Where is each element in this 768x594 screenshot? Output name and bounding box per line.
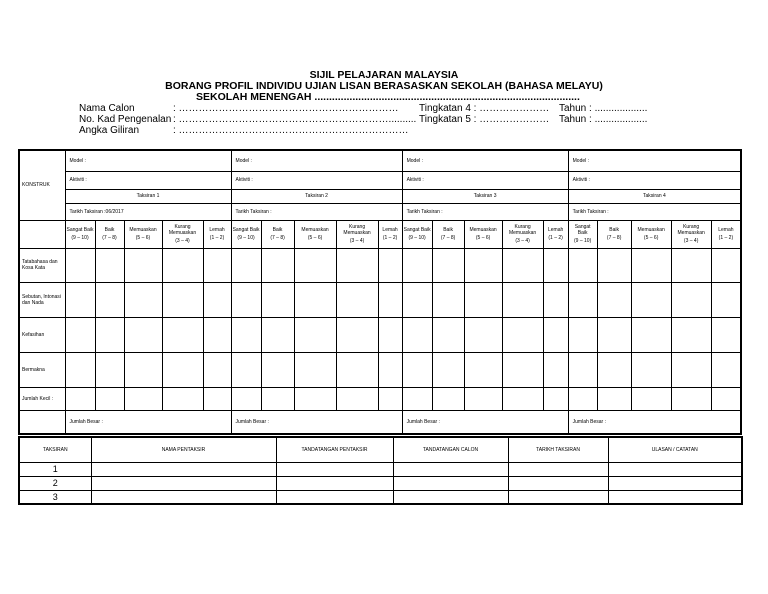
criteria-row-bermakna xyxy=(19,352,741,387)
scale-memuaskan-header xyxy=(631,220,671,248)
scale-kurang-memuaskan-header xyxy=(162,220,203,248)
score-cell[interactable] xyxy=(671,317,711,352)
score-cell[interactable] xyxy=(336,317,378,352)
criteria-label: Tatabahasa dan Kosa Kata xyxy=(19,248,65,282)
scale-range: (3 – 4) xyxy=(175,238,190,244)
score-cell[interactable] xyxy=(378,282,402,317)
scale-label: Baik xyxy=(272,227,283,233)
scale-kurang-memuaskan-header xyxy=(336,220,378,248)
score-cell[interactable] xyxy=(568,282,597,317)
score-cell[interactable] xyxy=(203,387,231,410)
score-cell[interactable] xyxy=(261,387,294,410)
score-cell[interactable] xyxy=(231,248,261,282)
sig-header-ulasan: ULASAN / CATATAN xyxy=(608,437,742,462)
scale-range: (7 – 8) xyxy=(270,235,285,241)
scale-memuaskan-header xyxy=(464,220,502,248)
score-cell[interactable] xyxy=(464,352,502,387)
score-cell[interactable] xyxy=(402,352,432,387)
score-cell[interactable] xyxy=(543,248,568,282)
doc-title: SIJIL PELAJARAN MALAYSIA xyxy=(309,69,459,81)
sig-cell[interactable] xyxy=(393,476,508,490)
criteria-label: Kefasihan xyxy=(19,317,65,352)
scale-baik-header xyxy=(432,220,464,248)
score-cell[interactable] xyxy=(203,248,231,282)
sig-header-nama: NAMA PENTAKSIR xyxy=(91,437,276,462)
tahun-4-field[interactable]: Tahun : ................... xyxy=(559,103,648,114)
jumlah-besar-field[interactable]: Jumlah Besar : xyxy=(231,410,402,434)
scale-label: Kurang Memuaskan xyxy=(343,224,371,236)
score-cell[interactable] xyxy=(231,317,261,352)
score-cell[interactable] xyxy=(231,352,261,387)
score-cell[interactable] xyxy=(261,248,294,282)
score-cell[interactable] xyxy=(597,248,631,282)
scale-label: Baik xyxy=(443,227,453,233)
kad-pengenalan-label: No. Kad Pengenalan xyxy=(79,114,172,125)
score-cell[interactable] xyxy=(502,352,543,387)
empty-cell xyxy=(19,410,65,434)
scale-label: Lemah xyxy=(209,227,225,233)
score-cell[interactable] xyxy=(432,352,464,387)
score-cell[interactable] xyxy=(124,282,162,317)
sig-row-number: 2 xyxy=(19,476,91,490)
angka-giliran-label: Angka Giliran xyxy=(79,125,140,136)
empty-cell xyxy=(19,220,65,248)
tarikh-row xyxy=(19,203,741,220)
score-cell[interactable] xyxy=(65,248,95,282)
score-cell[interactable] xyxy=(671,387,711,410)
score-cell[interactable] xyxy=(568,387,597,410)
scale-label: Memuaskan xyxy=(129,227,157,233)
criteria-row-tatabahasa xyxy=(19,248,741,282)
taksiran-label: Taksiran 2 xyxy=(231,189,402,203)
score-cell[interactable] xyxy=(336,352,378,387)
score-cell[interactable] xyxy=(261,352,294,387)
score-cell[interactable] xyxy=(336,387,378,410)
score-cell[interactable] xyxy=(162,352,203,387)
score-cell[interactable] xyxy=(378,352,402,387)
score-cell[interactable] xyxy=(671,352,711,387)
tarikh-taksiran-field[interactable]: Tarikh Taksiran : xyxy=(402,203,568,220)
score-cell[interactable] xyxy=(502,317,543,352)
tarikh-taksiran-field[interactable]: Tarikh Taksiran : xyxy=(568,203,741,220)
sig-row xyxy=(19,476,742,490)
scale-lemah-header xyxy=(711,220,741,248)
score-cell[interactable] xyxy=(464,248,502,282)
sig-header-tt-pentaksir: TANDATANGAN PENTAKSIR xyxy=(276,437,393,462)
score-cell[interactable] xyxy=(95,282,124,317)
scale-range: (1 – 2) xyxy=(209,235,225,241)
criteria-row-kefasihan xyxy=(19,317,741,352)
taksiran-label: Taksiran 1 xyxy=(65,189,231,203)
tarikh-taksiran-field[interactable]: Tarikh Taksiran : xyxy=(231,203,402,220)
scale-range: (7 – 8) xyxy=(440,235,456,241)
scale-range: (9 – 10) xyxy=(71,235,89,241)
sig-header-taksiran: TAKSIRAN xyxy=(19,437,91,462)
sig-row xyxy=(19,490,742,504)
scale-baik-header xyxy=(261,220,294,248)
sig-cell[interactable] xyxy=(276,462,393,476)
score-cell[interactable] xyxy=(502,248,543,282)
score-cell[interactable] xyxy=(378,248,402,282)
scale-range: (3 – 4) xyxy=(349,238,365,244)
score-cell[interactable] xyxy=(261,282,294,317)
score-cell[interactable] xyxy=(464,282,502,317)
scale-label: Memuaskan xyxy=(469,227,497,233)
scale-kurang-memuaskan-header xyxy=(502,220,543,248)
score-cell[interactable] xyxy=(402,317,432,352)
nama-calon-label: Nama Calon xyxy=(79,103,135,114)
scale-range: (7 – 8) xyxy=(102,235,117,241)
scale-label: Kurang Memuaskan xyxy=(677,224,705,236)
score-cell[interactable] xyxy=(464,317,502,352)
konstruk-label: KONSTRUK xyxy=(19,150,65,220)
model-field[interactable]: Model : xyxy=(65,150,231,171)
score-cell[interactable] xyxy=(631,317,671,352)
score-cell[interactable] xyxy=(162,248,203,282)
assessment-table xyxy=(18,149,742,435)
tingkatan-5-field[interactable]: Tingkatan 5 : ………………… xyxy=(419,114,550,125)
score-cell[interactable] xyxy=(631,282,671,317)
scale-lemah-header xyxy=(543,220,568,248)
taksiran-label: Taksiran 3 xyxy=(402,189,568,203)
scale-label: Lemah xyxy=(547,227,564,233)
aktiviti-field[interactable]: Aktiviti : xyxy=(231,171,402,189)
scale-range: (1 – 2) xyxy=(548,235,563,241)
scale-range: (1 – 2) xyxy=(718,235,734,241)
scale-label: Kurang Memuaskan xyxy=(168,224,197,236)
score-cell[interactable] xyxy=(294,282,336,317)
score-cell[interactable] xyxy=(203,282,231,317)
score-cell[interactable] xyxy=(597,387,631,410)
taksiran-row xyxy=(19,189,741,203)
score-cell[interactable] xyxy=(711,282,741,317)
score-cell[interactable] xyxy=(402,282,432,317)
scale-label: Sangat Baik xyxy=(232,227,260,233)
score-cell[interactable] xyxy=(464,387,502,410)
aktiviti-field[interactable]: Aktiviti : xyxy=(65,171,231,189)
sig-cell[interactable] xyxy=(608,462,742,476)
model-field[interactable]: Model : xyxy=(568,150,741,171)
score-cell[interactable] xyxy=(711,248,741,282)
score-cell[interactable] xyxy=(568,317,597,352)
model-row xyxy=(19,150,741,171)
sig-header-row xyxy=(19,437,742,462)
model-field[interactable]: Model : xyxy=(231,150,402,171)
scale-range: (5 – 6) xyxy=(643,235,659,241)
score-cell[interactable] xyxy=(711,352,741,387)
score-cell[interactable] xyxy=(336,248,378,282)
score-cell[interactable] xyxy=(543,282,568,317)
score-cell[interactable] xyxy=(65,317,95,352)
scale-range: (9 – 10) xyxy=(408,235,426,241)
scale-sangat-baik-header xyxy=(402,220,432,248)
tahun-5-field[interactable]: Tahun : ................... xyxy=(559,114,648,125)
aktiviti-field[interactable]: Aktiviti : xyxy=(402,171,568,189)
scale-label: Memuaskan xyxy=(637,227,665,233)
score-cell[interactable] xyxy=(95,387,124,410)
scale-lemah-header xyxy=(378,220,402,248)
sig-cell[interactable] xyxy=(393,490,508,504)
tarikh-taksiran-field[interactable]: Tarikh Taksiran :06/2017 xyxy=(65,203,231,220)
model-field[interactable]: Model : xyxy=(402,150,568,171)
score-cell[interactable] xyxy=(294,387,336,410)
scale-sangat-baik-header xyxy=(568,220,597,248)
sig-row xyxy=(19,462,742,476)
scale-range: (7 – 8) xyxy=(606,235,622,241)
doc-subtitle: BORANG PROFIL INDIVIDU UJIAN LISAN BERASASKAN SEKOLAH (BAHASA MELAYU) xyxy=(165,80,603,92)
scale-range: (3 – 4) xyxy=(515,238,530,244)
jumlah-besar-field[interactable]: Jumlah Besar : xyxy=(65,410,231,434)
scale-baik-header xyxy=(95,220,124,248)
signature-table xyxy=(18,436,743,505)
tingkatan-4-field[interactable]: Tingkatan 4 : ………………… xyxy=(419,103,550,114)
score-cell[interactable] xyxy=(671,248,711,282)
score-cell[interactable] xyxy=(543,352,568,387)
score-cell[interactable] xyxy=(671,282,711,317)
score-cell[interactable] xyxy=(336,282,378,317)
score-cell[interactable] xyxy=(378,387,402,410)
score-cell[interactable] xyxy=(95,317,124,352)
score-cell[interactable] xyxy=(162,387,203,410)
score-cell[interactable] xyxy=(402,248,432,282)
taksiran-label: Taksiran 4 xyxy=(568,189,741,203)
scale-lemah-header xyxy=(203,220,231,248)
sig-cell[interactable] xyxy=(276,490,393,504)
sig-cell[interactable] xyxy=(608,490,742,504)
sig-cell[interactable] xyxy=(91,490,276,504)
sig-cell[interactable] xyxy=(393,462,508,476)
sig-cell[interactable] xyxy=(508,462,608,476)
score-cell[interactable] xyxy=(631,387,671,410)
scale-label: Baik xyxy=(104,227,115,233)
score-cell[interactable] xyxy=(597,352,631,387)
angka-giliran-field[interactable]: : …………………………………………………………… xyxy=(173,125,409,136)
score-cell[interactable] xyxy=(124,317,162,352)
scale-range: (5 – 6) xyxy=(475,235,491,241)
score-cell[interactable] xyxy=(162,282,203,317)
sig-cell[interactable] xyxy=(508,476,608,490)
score-cell[interactable] xyxy=(597,317,631,352)
criteria-label: Bermakna xyxy=(19,352,65,387)
sig-cell[interactable] xyxy=(276,476,393,490)
score-cell[interactable] xyxy=(124,248,162,282)
score-cell[interactable] xyxy=(95,352,124,387)
scale-label: Kurang Memuaskan xyxy=(508,224,537,236)
criteria-row-sebutan xyxy=(19,282,741,317)
score-cell[interactable] xyxy=(203,317,231,352)
scale-label: Lemah xyxy=(718,227,734,233)
scale-range: (9 – 10) xyxy=(237,235,255,241)
score-cell[interactable] xyxy=(432,248,464,282)
score-cell[interactable] xyxy=(231,387,261,410)
score-cell[interactable] xyxy=(65,387,95,410)
sig-cell[interactable] xyxy=(508,490,608,504)
scale-range: (9 – 10) xyxy=(574,238,592,244)
score-cell[interactable] xyxy=(378,317,402,352)
score-cell[interactable] xyxy=(162,317,203,352)
scale-label: Sangat Baik xyxy=(403,227,431,233)
jumlah-besar-field[interactable]: Jumlah Besar : xyxy=(568,410,741,434)
sig-header-tarikh: TARIKH TAKSIRAN xyxy=(508,437,608,462)
score-cell[interactable] xyxy=(124,352,162,387)
scale-label: Baik xyxy=(609,227,619,233)
scale-range: (5 – 6) xyxy=(135,235,151,241)
scale-label: Memuaskan xyxy=(301,227,329,233)
sig-header-tt-calon: TANDATANGAN CALON xyxy=(393,437,508,462)
score-cell[interactable] xyxy=(432,317,464,352)
scale-sangat-baik-header xyxy=(65,220,95,248)
score-cell[interactable] xyxy=(543,317,568,352)
sig-cell[interactable] xyxy=(91,476,276,490)
score-cell[interactable] xyxy=(597,282,631,317)
scale-memuaskan-header xyxy=(124,220,162,248)
score-cell[interactable] xyxy=(432,387,464,410)
score-cell[interactable] xyxy=(568,352,597,387)
criteria-label: Sebutan, Intonasi dan Nada xyxy=(19,282,65,317)
score-cell[interactable] xyxy=(203,352,231,387)
score-cell[interactable] xyxy=(543,387,568,410)
score-cell[interactable] xyxy=(568,248,597,282)
score-cell[interactable] xyxy=(124,387,162,410)
school-line: SEKOLAH MENENGAH ........................................................................................... xyxy=(196,91,580,103)
score-cell[interactable] xyxy=(65,352,95,387)
scale-baik-header xyxy=(597,220,631,248)
score-cell[interactable] xyxy=(261,317,294,352)
sig-row-number: 3 xyxy=(19,490,91,504)
scale-kurang-memuaskan-header xyxy=(671,220,711,248)
score-cell[interactable] xyxy=(402,387,432,410)
score-cell[interactable] xyxy=(432,282,464,317)
sig-cell[interactable] xyxy=(91,462,276,476)
score-cell[interactable] xyxy=(631,248,671,282)
score-cell[interactable] xyxy=(631,352,671,387)
scale-label: Sangat Baik xyxy=(574,224,591,236)
score-cell[interactable] xyxy=(95,248,124,282)
criteria-row-jumlah-kecil xyxy=(19,387,741,410)
scale-range: (3 – 4) xyxy=(683,238,699,244)
jumlah-besar-row xyxy=(19,410,741,434)
kad-pengenalan-field[interactable]: : ……………………………………………………….......... xyxy=(173,114,417,125)
scale-range: (1 – 2) xyxy=(382,235,398,241)
sig-cell[interactable] xyxy=(608,476,742,490)
score-cell[interactable] xyxy=(502,387,543,410)
jumlah-besar-field[interactable]: Jumlah Besar : xyxy=(402,410,568,434)
aktiviti-row xyxy=(19,171,741,189)
scale-sangat-baik-header xyxy=(231,220,261,248)
criteria-label: Jumlah Kecil : xyxy=(19,387,65,410)
scale-label: Lemah xyxy=(382,227,398,233)
score-cell[interactable] xyxy=(711,317,741,352)
scale-range: (5 – 6) xyxy=(307,235,323,241)
score-cell[interactable] xyxy=(294,352,336,387)
score-cell[interactable] xyxy=(231,282,261,317)
sig-row-number: 1 xyxy=(19,462,91,476)
nama-calon-field[interactable]: : ………………………………………………………… xyxy=(173,103,399,114)
score-cell[interactable] xyxy=(294,248,336,282)
score-cell[interactable] xyxy=(294,317,336,352)
score-cell[interactable] xyxy=(711,387,741,410)
score-cell[interactable] xyxy=(502,282,543,317)
scale-label: Sangat Baik xyxy=(66,227,94,233)
score-cell[interactable] xyxy=(65,282,95,317)
scale-memuaskan-header xyxy=(294,220,336,248)
aktiviti-field[interactable]: Aktiviti : xyxy=(568,171,741,189)
scale-row xyxy=(19,220,741,248)
